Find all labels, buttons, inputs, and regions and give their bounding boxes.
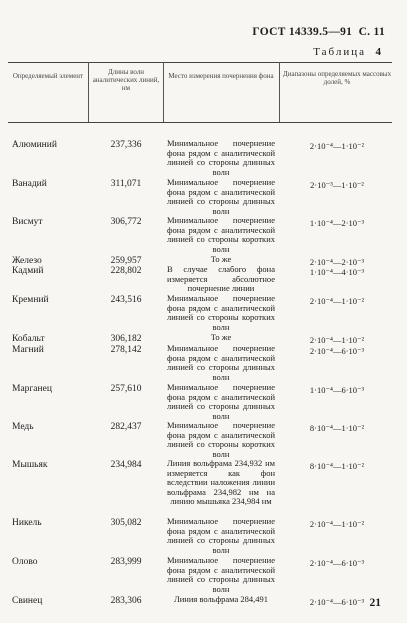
mass-fraction-range: 2·10⁻³—1·10⁻² xyxy=(310,180,364,190)
mass-fraction-range: 1·10⁻⁴—4·10⁻³ xyxy=(309,267,365,277)
gost-code: ГОСТ 14339.5—91 xyxy=(252,26,353,38)
page-number: 21 xyxy=(369,597,381,609)
column-divider xyxy=(163,62,164,122)
mass-fraction-range: 2·10⁻⁴—2·10⁻³ xyxy=(309,257,365,267)
column-divider xyxy=(279,62,280,122)
table-title: Таблица xyxy=(313,46,366,58)
measurement-method: Минимальное почернение фона рядом с аналитической линией со стороны длинных волн xyxy=(167,343,275,382)
element-name: Висмут xyxy=(12,217,43,227)
element-name: Алюминий xyxy=(12,140,57,150)
element-name: Магний xyxy=(12,345,44,355)
element-name: Олово xyxy=(12,557,38,567)
wavelength-value: 234,984 xyxy=(110,460,142,470)
wavelength-value: 306,182 xyxy=(110,334,142,344)
table-caption xyxy=(313,46,381,58)
wavelength-value: 305,082 xyxy=(110,518,142,528)
column-divider xyxy=(88,62,89,122)
wavelength-value: 311,071 xyxy=(110,179,142,189)
element-name: Мышьяк xyxy=(12,460,48,470)
mass-fraction-range: 8·10⁻⁴—1·10⁻² xyxy=(309,423,365,433)
measurement-method: Минимальное почернение фона рядом с аналитической линией со стороны коротких волн xyxy=(167,293,275,332)
mass-fraction-range: 2·10⁻⁴—6·10⁻³ xyxy=(309,346,365,356)
mass-fraction-range: 2·10⁻⁴—1·10⁻² xyxy=(309,296,365,306)
mass-fraction-range: 8·10⁻⁴—1·10⁻² xyxy=(309,461,365,471)
element-name: Марганец xyxy=(12,384,52,394)
measurement-method: Минимальное почернение фона рядом с аналитической линией со стороны коротких волн xyxy=(167,420,275,459)
table-header xyxy=(0,64,407,124)
mass-fraction-range: 2·10⁻⁴—1·10⁻² xyxy=(309,519,365,529)
wavelength-value: 259,957 xyxy=(110,256,142,266)
mass-fraction-range: 1·10⁻⁴—2·10⁻³ xyxy=(309,218,365,228)
table-top-rule xyxy=(8,62,392,63)
mass-fraction-range: 2·10⁻⁴—1·10⁻² xyxy=(309,335,365,345)
measurement-method: Минимальное почернение фона рядом с аналитической линией со стороны длинных волн xyxy=(167,138,275,177)
measurement-method: Минимальное почернение фона рядом с аналитической линией со стороны коротких волн xyxy=(167,215,275,254)
element-name: Кадмий xyxy=(12,266,44,276)
col-header-element: Определяемый элемент xyxy=(12,72,84,80)
element-name: Железо xyxy=(12,256,42,266)
measurement-method: Минимальное почернение фона рядом с аналитической линией со стороны длинных волн xyxy=(167,516,275,555)
wavelength-value: 306,772 xyxy=(110,217,142,227)
measurement-method: Линия вольфрама 234,932 нм измеряется как фон вследствии наложения линии вольфрама 234,982 нм на линию мышьяка 234,984 нм xyxy=(167,458,275,507)
mass-fraction-range: 1·10⁻⁴—6·10⁻³ xyxy=(309,385,365,395)
wavelength-value: 278,142 xyxy=(110,345,142,355)
measurement-method: Линия вольфрама 284,491 xyxy=(173,594,269,604)
mass-fraction-range: 2·10⁻⁴—1·10⁻² xyxy=(309,141,365,151)
wavelength-value: 237,336 xyxy=(110,140,142,150)
page-ref: С. 11 xyxy=(358,26,385,38)
measurement-method: Минимальное почернение фона рядом с аналитической линией со стороны длинных волн xyxy=(167,177,275,216)
element-name: Кремний xyxy=(12,295,49,305)
wavelength-value: 228,802 xyxy=(110,266,142,276)
mass-fraction-range: 2·10⁻⁴—6·10⁻³ xyxy=(309,558,365,568)
element-name: Свинец xyxy=(12,596,43,606)
wavelength-value: 283,306 xyxy=(110,596,142,606)
measurement-method: То же xyxy=(210,254,232,264)
measurement-method: Минимальное почернение фона рядом с аналитической линией со стороны длинных волн xyxy=(167,382,275,421)
element-name: Ванадий xyxy=(12,179,47,189)
element-name: Кобальт xyxy=(12,334,45,344)
col-header-wavelength: Длины волн аналитических линий, нм xyxy=(92,68,160,92)
measurement-method: Минимальное почернение фона рядом с аналитической линией со стороны длинных волн xyxy=(167,555,275,594)
mass-fraction-range: 2·10⁻⁴—6·10⁻³ xyxy=(309,597,365,607)
wavelength-value: 283,999 xyxy=(110,557,142,567)
table-number: 4 xyxy=(375,46,381,58)
table-header-rule xyxy=(8,122,392,123)
document-header xyxy=(252,26,385,38)
col-header-method: Место измерения почернения фона xyxy=(168,72,274,80)
wavelength-value: 282,437 xyxy=(110,422,142,432)
measurement-method: То же xyxy=(210,332,232,342)
wavelength-value: 257,610 xyxy=(110,384,142,394)
element-name: Никель xyxy=(12,518,42,528)
measurement-method: В случае слабого фона измеряется абсолютное почернение линии xyxy=(167,264,275,294)
wavelength-value: 243,516 xyxy=(110,295,142,305)
col-header-range: Диапазоны определяемых массовых долей, % xyxy=(282,70,392,86)
element-name: Медь xyxy=(12,422,34,432)
